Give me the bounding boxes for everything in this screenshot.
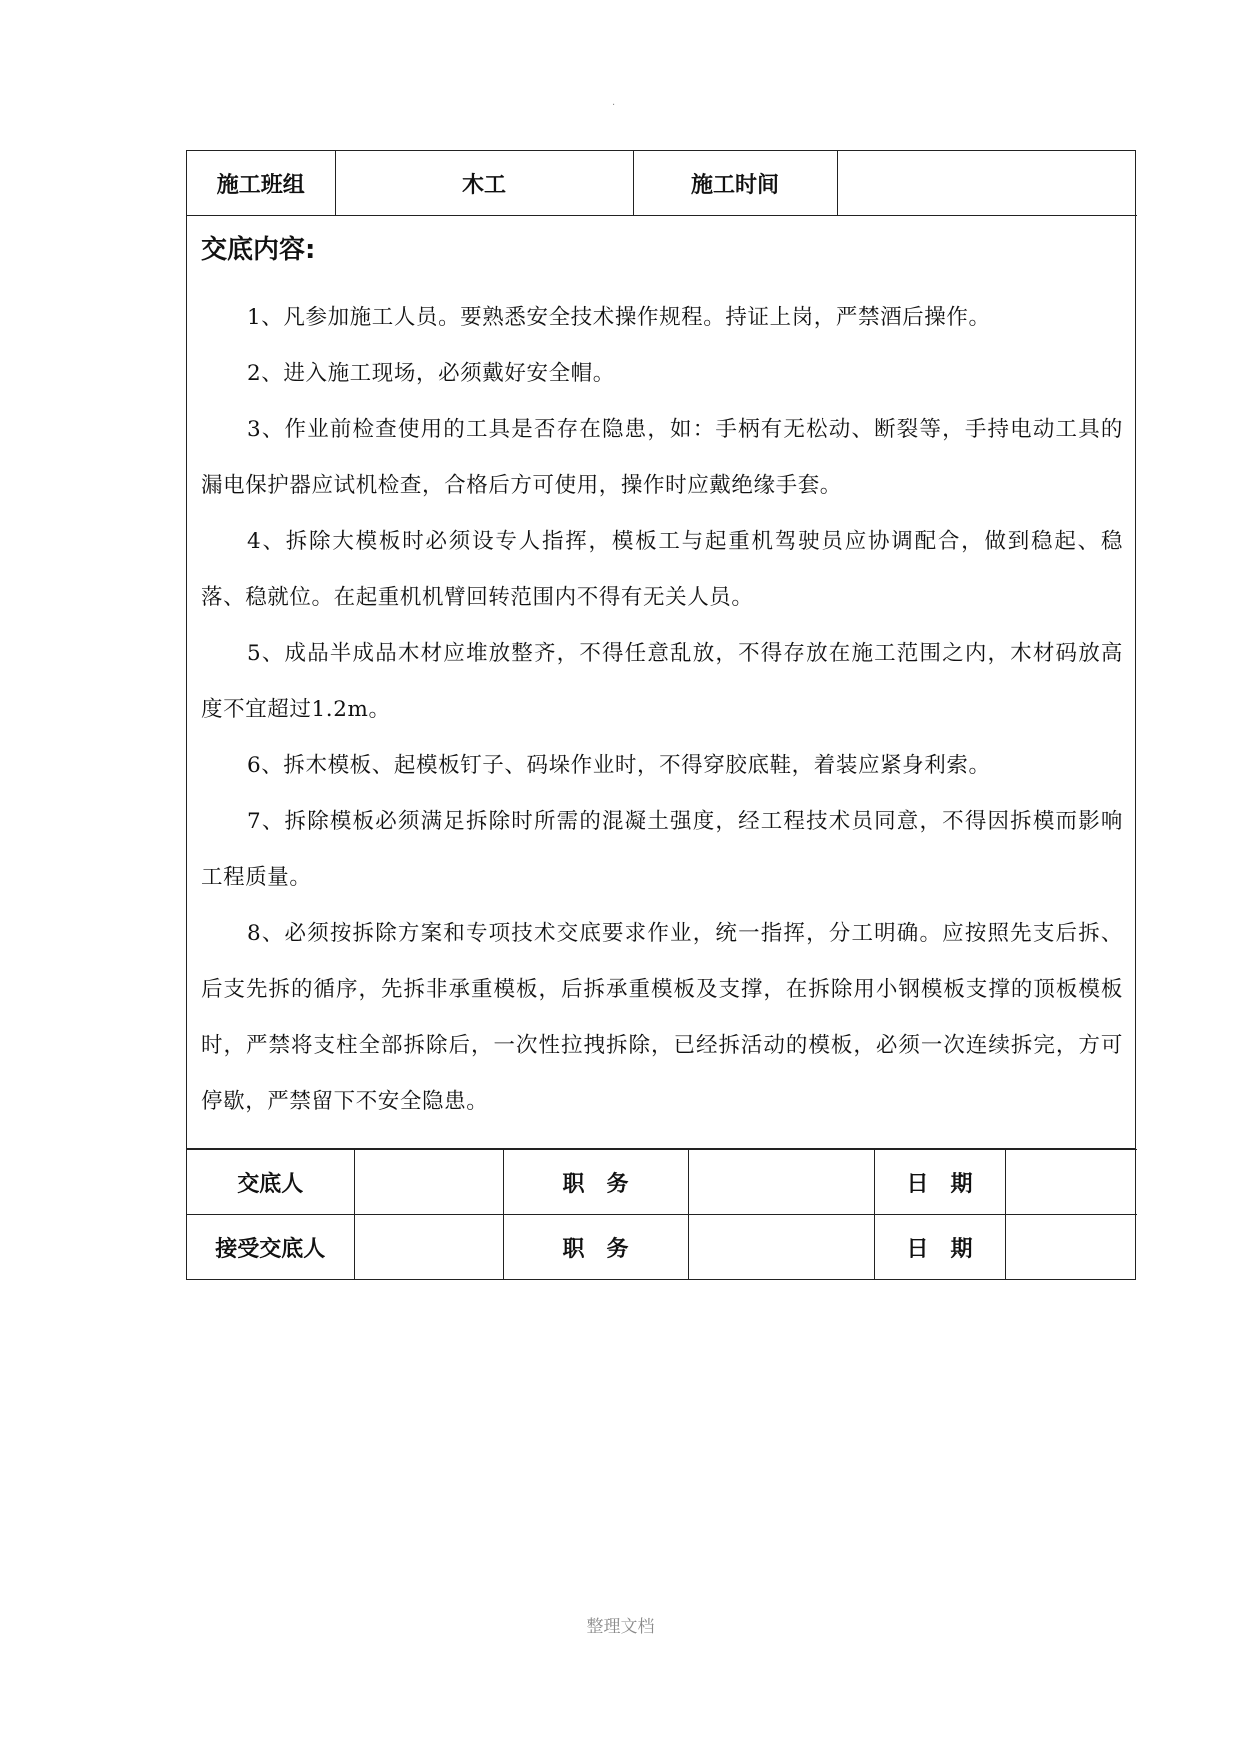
receiver-value[interactable] bbox=[354, 1215, 503, 1280]
signature-table bbox=[187, 1149, 1137, 1279]
content-title: 交底内容: bbox=[201, 235, 316, 265]
discloser-date-label: 日期 bbox=[874, 1150, 1005, 1215]
time-label: 施工时间 bbox=[633, 151, 837, 216]
signature-section bbox=[187, 1148, 1135, 1279]
discloser-position-label: 职务 bbox=[503, 1150, 688, 1215]
discloser-date-value[interactable] bbox=[1005, 1150, 1137, 1215]
content-item-3: 3、作业前检查使用的工具是否存在隐患，如：手柄有无松动、断裂等，手持电动工具的漏电保护器应试机检查，合格后方可使用，操作时应戴绝缘手套。 bbox=[201, 417, 1123, 498]
footer-watermark: 整理文档 bbox=[586, 1617, 655, 1637]
team-value[interactable]: 木工 bbox=[335, 151, 633, 216]
content-section bbox=[187, 216, 1135, 1148]
content-item-7: 7、拆除模板必须满足拆除时所需的混凝土强度，经工程技术员同意，不得因拆模而影响工程质量。 bbox=[201, 809, 1123, 890]
content-item-1: 1、凡参加施工人员。要熟悉安全技术操作规程。持证上岗，严禁酒后操作。 bbox=[247, 305, 991, 330]
content-item-4: 4、拆除大模板时必须设专人指挥，模板工与起重机驾驶员应协调配合，做到稳起、稳落、稳就位。在起重机机臂回转范围内不得有无关人员。 bbox=[201, 529, 1123, 610]
content-item-2: 2、进入施工现场，必须戴好安全帽。 bbox=[247, 361, 615, 386]
header-table bbox=[187, 151, 1137, 216]
header-row bbox=[187, 151, 1137, 216]
receiver-label: 接受交底人 bbox=[187, 1215, 354, 1280]
receiver-date-label: 日期 bbox=[874, 1215, 1005, 1280]
discloser-label: 交底人 bbox=[187, 1150, 354, 1215]
team-label: 施工班组 bbox=[187, 151, 335, 216]
receiver-position-label: 职务 bbox=[503, 1215, 688, 1280]
content-item-8: 8、必须按拆除方案和专项技术交底要求作业，统一指挥，分工明确。应按照先支后拆、后支先拆的循序，先拆非承重模板，后拆承重模板及支撑，在拆除用小钢模板支撑的顶板模板时，严禁将支柱全部拆除后，一次性拉拽拆除，已经拆活动的模板，必须一次连续拆完，方可停歇，严禁留下不安全隐患。 bbox=[201, 921, 1123, 1114]
time-value[interactable] bbox=[837, 151, 1137, 216]
content-item-5: 5、成品半成品木材应堆放整齐，不得任意乱放，不得存放在施工范围之内，木材码放高度不宜超过1.2m。 bbox=[201, 641, 1123, 722]
receiver-date-value[interactable] bbox=[1005, 1215, 1137, 1280]
disclosure-form bbox=[186, 150, 1136, 1280]
signature-row-discloser bbox=[187, 1150, 1137, 1215]
signature-row-receiver bbox=[187, 1215, 1137, 1280]
receiver-position-value[interactable] bbox=[688, 1215, 874, 1280]
discloser-position-value[interactable] bbox=[688, 1150, 874, 1215]
discloser-value[interactable] bbox=[354, 1150, 503, 1215]
page-mark: · bbox=[612, 100, 616, 111]
content-item-6: 6、拆木模板、起模板钉子、码垛作业时，不得穿胶底鞋，着装应紧身利索。 bbox=[247, 753, 991, 778]
